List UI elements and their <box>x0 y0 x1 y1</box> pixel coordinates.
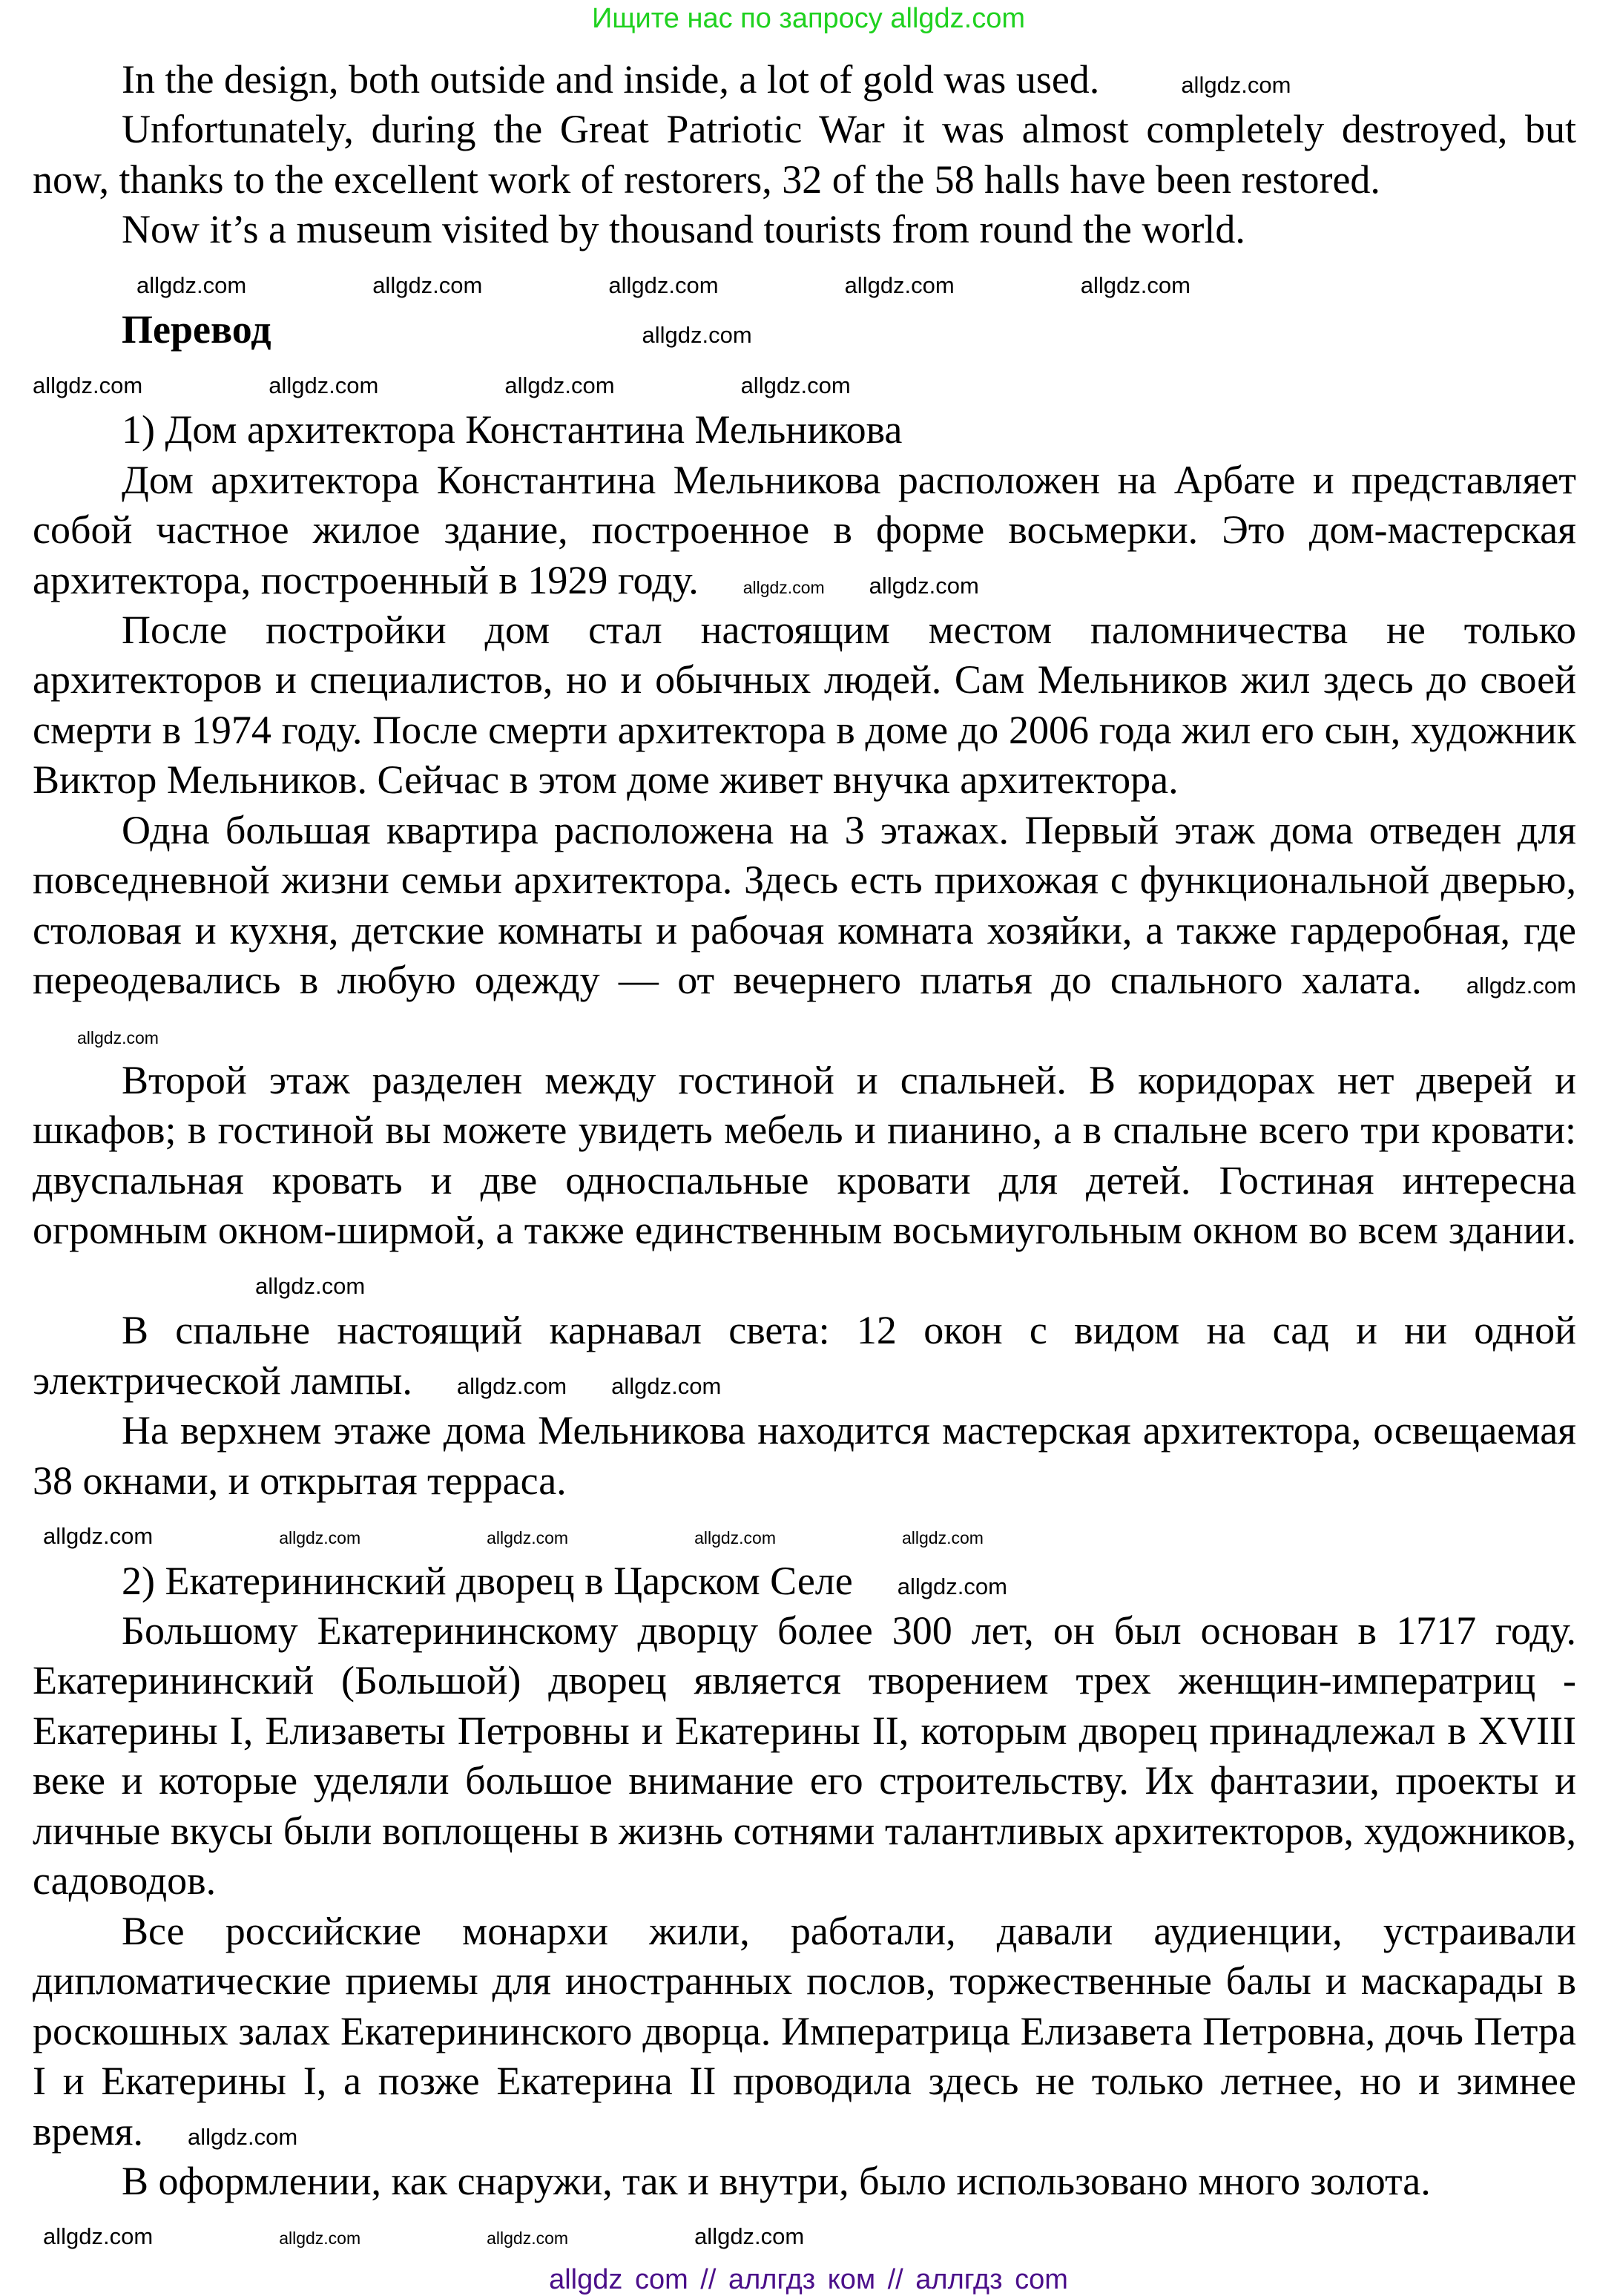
watermark: allgdz.com <box>43 1523 154 1550</box>
english-paragraph: Now it’s a museum visited by thousand tourists from round the world. <box>122 207 1245 252</box>
english-paragraph: Unfortunately, during the Great Patriotic War it was almost completely destroyed, but now, thanks to the excellent work of restorers, 32 of the 58 halls have been restored. <box>33 107 1576 202</box>
watermark: allgdz.com <box>77 1027 159 1047</box>
paragraph-text: Одна большая квартира расположена на 3 этажах. Первый этаж дома отведен для повседневной жизни семьи архитектора. Здесь есть прихожая с функциональной дверью, столовая и кухня, детские комнаты и рабочая комната хозяйки, а также гардеробная, где переодевались в любую одежду — от вечернего платья до спального халата. <box>33 807 1576 1003</box>
paragraph: После постройки дом стал настоящим местом паломничества не только архитекторов и специалистов, но и обычных людей. Сам Мельников жил здесь до своей смерти в 1974 году. После смерти архитектора в доме до 2006 года жил его сын, художник Виктор Мельников. Сейчас в этом доме живет внучка архитектора. <box>33 607 1576 803</box>
watermark-row <box>33 355 1576 405</box>
watermark: allgdz.com <box>487 1528 569 1548</box>
watermark: allgdz.com <box>694 1528 776 1548</box>
paragraph: На верхнем этаже дома Мельникова находится мастерская архитектора, освещаемая 38 окнами, и открытая терраса. <box>33 1408 1576 1503</box>
english-paragraph <box>33 55 1576 105</box>
watermark: allgdz.com <box>897 1573 1007 1599</box>
watermark: allgdz.com <box>255 1272 366 1299</box>
watermark: allgdz.com <box>1181 72 1291 98</box>
header-banner[interactable]: Ищите нас по запросу allgdz.com <box>591 3 1025 34</box>
watermark: allgdz.com <box>136 272 247 298</box>
section-1-title: 1) Дом архитектора Константина Мельникова <box>122 407 903 453</box>
watermark: allgdz.com <box>611 1372 722 1399</box>
english-text: In the design, both outside and inside, a lot of gold was used. <box>122 57 1100 102</box>
watermark: allgdz.com <box>279 1528 361 1548</box>
watermark: allgdz.com <box>642 322 752 349</box>
paragraph <box>33 455 1576 605</box>
watermark: allgdz.com <box>902 1528 984 1548</box>
watermark: allgdz.com <box>487 2228 569 2249</box>
document-body <box>33 55 1576 2257</box>
paragraph-text: В спальне настоящий карнавал света: 12 окон с видом на сад и ни одной электрической лампы. <box>33 1308 1576 1403</box>
paragraph-text: Все российские монархи жили, работали, давали аудиенции, устраивали дипломатические приемы для иностранных послов, торжественные балы и маскарады в роскошных залах Екатерининского дворца. Императрица Елизавета Петровна, дочь Петра I и Екатерины I, а позже Екатерина II проводила здесь не только летнее, но и зимнее время. <box>33 1908 1576 2154</box>
paragraph-text: Второй этаж разделен между гостиной и спальней. В коридорах нет дверей и шкафов; в гостиной вы можете увидеть мебель и пианино, а в спальне всего три кровати: двуспальная кровать и две односпальные кровати для детей. Гостиная интересна огромным окном-ширмой, а также единственным восьмиугольным окном во всем здании. <box>33 1058 1576 1253</box>
watermark-row <box>33 1506 1576 1556</box>
watermark: allgdz.com <box>43 2223 154 2250</box>
watermark: allgdz.com <box>372 272 483 298</box>
paragraph <box>33 1306 1576 1406</box>
watermark-row <box>33 255 1576 305</box>
watermark: allgdz.com <box>742 577 825 597</box>
watermark: allgdz.com <box>269 372 379 398</box>
paragraph <box>33 1907 1576 2157</box>
watermark-row <box>33 2206 1576 2256</box>
watermark: allgdz.com <box>608 272 719 298</box>
footer-banner[interactable]: allgdz com // аллгдз ком // аллгдз com <box>549 2264 1068 2295</box>
paragraph: В оформлении, как снаружи, так и внутри, было использовано много золота. <box>122 2158 1431 2203</box>
translation-heading: Перевод <box>122 307 271 352</box>
paragraph <box>33 1056 1576 1306</box>
watermark: allgdz.com <box>740 372 851 398</box>
watermark: allgdz.com <box>33 372 143 398</box>
watermark: allgdz.com <box>279 2228 361 2249</box>
watermark: allgdz.com <box>1080 272 1190 298</box>
watermark: allgdz.com <box>187 2123 298 2150</box>
translation-heading-line <box>33 305 1576 355</box>
watermark: allgdz.com <box>844 272 955 298</box>
watermark: allgdz.com <box>869 572 979 599</box>
watermark: allgdz.com <box>456 1372 567 1399</box>
watermark: allgdz.com <box>694 2223 805 2250</box>
section-2-title: 2) Екатерининский дворец в Царском Селе <box>122 1558 853 1603</box>
paragraph-text: Дом архитектора Константина Мельникова расположен на Арбате и представляет собой частное жилое здание, построенное в форме восьмерки. Это дом-мастерская архитектора, построенный в 1929 году. <box>33 457 1576 602</box>
paragraph <box>33 806 1576 1056</box>
watermark: allgdz.com <box>1466 973 1576 999</box>
paragraph: Большому Екатерининскому дворцу более 300 лет, он был основан в 1717 году. Екатерининский (Большой) дворец является творением трех женщин-императриц - Екатерины I, Елизаветы Петровны и Екатерины II, которым дворец принадлежал в XVIII веке и которые уделяли большое внимание его строительству. Их фантазии, проекты и личные вкусы были воплощены в жизнь сотнями талантливых архитекторов, художников, садоводов. <box>33 1608 1576 1904</box>
watermark: allgdz.com <box>504 372 615 398</box>
section-2-title-line <box>33 1556 1576 1606</box>
